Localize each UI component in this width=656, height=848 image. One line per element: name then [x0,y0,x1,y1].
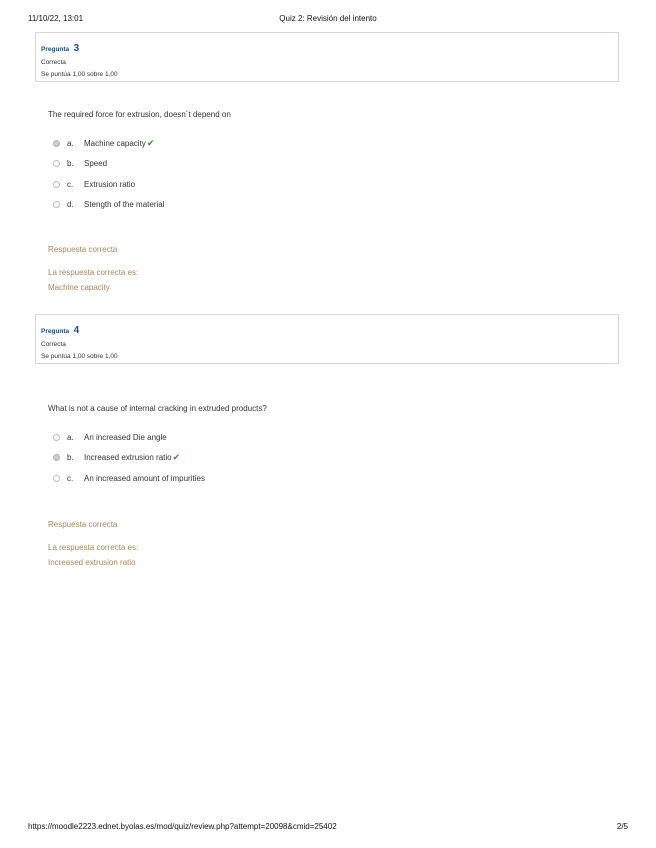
answer-text: Speed [84,159,108,169]
radio-icon[interactable] [53,160,60,167]
answer-text: Extrusion ratio [84,179,136,189]
answer-letter: b. [67,159,74,169]
question-grade: Se puntúa 1,00 sobre 1,00 [41,71,118,78]
feedback-right-answer: Increased extrusion ratio [48,558,136,567]
print-title: Quiz 2: Revisión del intento [279,14,377,23]
question-number: 4 [73,325,80,336]
print-page-number: 2/5 [616,822,628,831]
answer-option[interactable] [48,195,608,216]
answer-text: An increased amount of impurities [84,473,205,483]
question-heading [41,38,613,56]
feedback-result: Respuesta correcta [48,520,118,529]
feedback-right-answer: Machine capacity [48,283,110,292]
question-content [48,110,608,215]
radio-icon[interactable] [53,201,60,208]
answer-letter: c. [67,473,74,483]
answer-option[interactable] [48,448,608,469]
answer-text: Increased extrusion ratio [84,453,172,463]
question-feedback [48,242,138,296]
print-header [28,14,628,23]
correct-check-icon: ✔ [172,452,181,463]
question-heading [41,320,613,338]
feedback-right-answer-label: La respuesta correcta es: [48,267,139,277]
answer-option[interactable] [48,154,608,175]
question-label: Pregunta [41,46,70,53]
question-state: Correcta [41,341,66,348]
answer-option[interactable] [48,174,608,195]
answer-option[interactable] [48,133,608,154]
feedback-right-answer-label: La respuesta correcta es: [48,542,139,552]
question-label: Pregunta [41,328,70,335]
question-info-box [35,314,619,364]
feedback-result: Respuesta correcta [48,245,118,254]
radio-icon[interactable] [53,475,60,482]
print-footer [28,822,628,831]
question-grade: Se puntúa 1,00 sobre 1,00 [41,353,118,360]
question-content [48,404,608,489]
answer-text: Stength of the material [84,200,165,210]
answer-letter: b. [67,453,74,463]
print-url: https://moodle2223.ednet.byolas.es/mod/quiz/review.php?attempt=20098&cmid=25402 [28,822,337,831]
answer-option[interactable] [48,468,608,489]
answer-list [48,427,608,489]
question-feedback [48,517,138,571]
answer-letter: c. [67,179,74,189]
radio-selected-icon[interactable] [53,454,60,461]
radio-icon[interactable] [53,434,60,441]
answer-letter: d. [67,200,74,210]
answer-list [48,133,608,215]
correct-check-icon: ✔ [146,137,155,148]
question-info-box [35,32,619,82]
answer-letter: a. [67,138,74,148]
question-text: What is not a cause of internal cracking in extruded products? [48,404,267,413]
answer-text: Machine capacity [84,138,146,148]
print-datetime: 11/10/22, 13:01 [28,14,84,23]
question-text: The required force for extrusion, doesn´t depend on [48,110,231,119]
question-number: 3 [73,43,80,54]
answer-option[interactable] [48,427,608,448]
answer-text: An increased Die angle [84,432,167,442]
radio-icon[interactable] [53,181,60,188]
answer-letter: a. [67,432,74,442]
radio-selected-icon[interactable] [53,140,60,147]
question-state: Correcta [41,59,66,66]
